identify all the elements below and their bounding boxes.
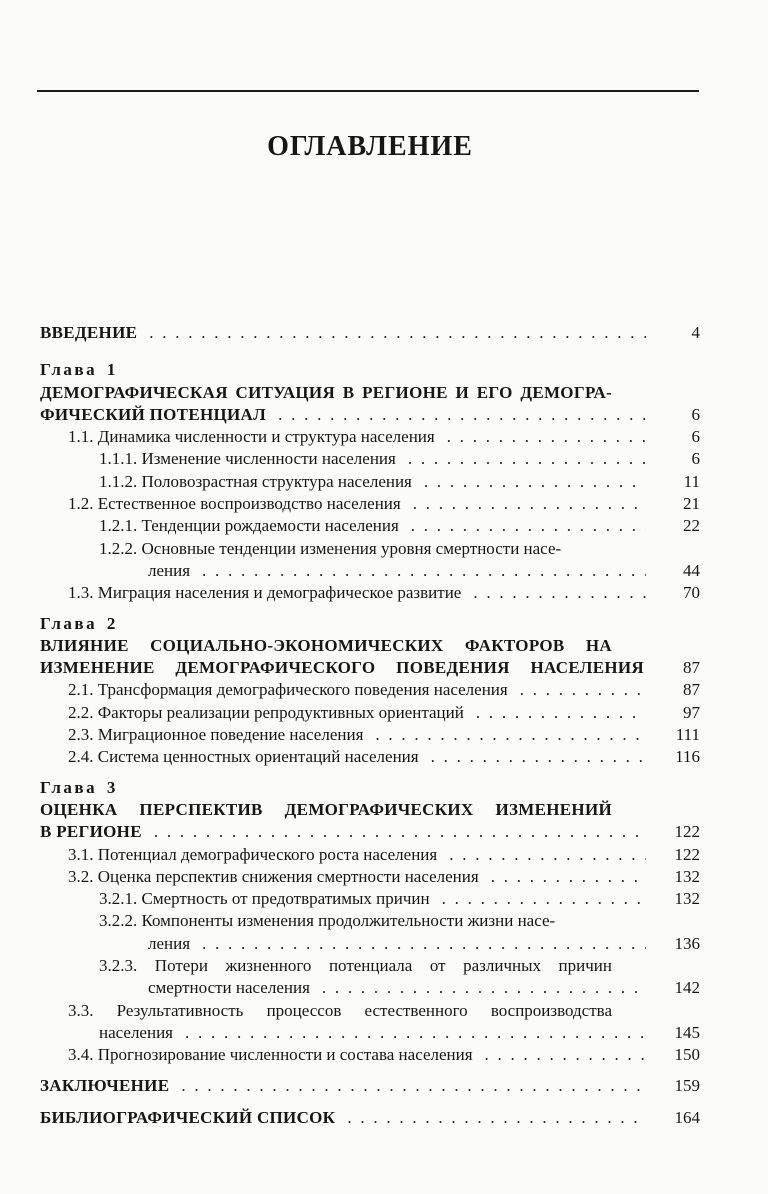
toc-entry-text: 1.1. Динамика численности и структура населения (68, 427, 435, 447)
dot-leader (413, 493, 646, 515)
page-number: 142 (674, 978, 700, 998)
page-number: 164 (674, 1107, 700, 1127)
toc-entry-text: населения (99, 1022, 173, 1042)
page-number: 159 (674, 1075, 700, 1095)
toc-entry-text: ВЛИЯНИЕ СОЦИАЛЬНО-ЭКОНОМИЧЕСКИХ ФАКТОРОВ НА (40, 635, 612, 655)
toc-entry (40, 1000, 700, 1022)
dot-leader (185, 1022, 646, 1044)
toc-entry (40, 538, 700, 560)
page-number: 122 (674, 844, 700, 864)
toc-entry-introduction (40, 322, 700, 344)
page-number: 111 (675, 725, 700, 745)
toc-entry (40, 844, 700, 866)
toc-entry-text: 1.3. Миграция населения и демографическое развитие (68, 583, 462, 603)
page-number: 44 (683, 560, 700, 580)
toc-chapter-label (40, 613, 700, 635)
page-number: 87 (683, 658, 700, 678)
dot-leader (411, 515, 646, 537)
dot-leader (491, 866, 646, 888)
toc-entry-text: 2.2. Факторы реализации репродуктивных ориентаций (68, 702, 464, 722)
toc-chapter-label (40, 359, 700, 381)
toc-entry (40, 746, 700, 768)
page-number: 132 (674, 866, 700, 886)
toc-entry-text: Глава 1 (40, 360, 118, 380)
toc-entry (40, 910, 700, 932)
toc-entry (40, 866, 700, 888)
toc-entry-text: 2.1. Трансформация демографического поведения населения (68, 680, 508, 700)
toc-entry (40, 888, 700, 910)
dot-leader (431, 746, 646, 768)
toc-chapter-title-line (40, 404, 700, 426)
toc-entry-text: 1.2.1. Тенденции рождаемости населения (99, 516, 399, 536)
dot-leader (181, 1075, 646, 1097)
dot-leader (202, 560, 646, 582)
toc-entry-text: 3.1. Потенциал демографического роста населения (68, 844, 438, 864)
toc-entry-text: смертности населения (148, 978, 310, 998)
toc-entry-bibliography (40, 1107, 700, 1129)
page-number: 6 (691, 449, 700, 469)
toc-entry-continuation (40, 560, 700, 582)
toc-entry-text: ления (148, 933, 191, 953)
toc-entry (40, 426, 700, 448)
toc-entry-continuation (40, 1022, 700, 1044)
toc-entry-text: ления (148, 560, 191, 580)
page-number: 132 (674, 889, 700, 909)
toc-entry-text: ЗАКЛЮЧЕНИЕ (40, 1075, 170, 1095)
toc-entry-text: 1.1.2. Половозрастная структура населения (99, 471, 412, 491)
dot-leader (442, 888, 646, 910)
page-title: ОГЛАВЛЕНИЕ (267, 131, 473, 162)
dot-leader (447, 426, 646, 448)
toc-entry (40, 724, 700, 746)
toc-entry-text: ФИЧЕСКИЙ ПОТЕНЦИАЛ (40, 404, 267, 424)
page-number: 87 (683, 680, 700, 700)
page-number: 122 (674, 822, 700, 842)
toc-entry-text: Глава 3 (40, 777, 118, 797)
dot-leader (408, 448, 646, 470)
dot-leader (278, 404, 646, 426)
toc-chapter-title-line (40, 799, 700, 821)
dot-leader (347, 1107, 646, 1129)
toc-entry-text: ИЗМЕНЕНИЕ ДЕМОГРАФИЧЕСКОГО ПОВЕДЕНИЯ НАСЕЛЕНИЯ (40, 658, 644, 678)
toc-entry-text: 3.2.1. Смертность от предотвратимых причин (99, 889, 430, 909)
page-number: 145 (674, 1022, 700, 1042)
toc-entry (40, 515, 700, 537)
toc-chapter-label (40, 777, 700, 799)
page-content (40, 0, 700, 1129)
dot-leader (485, 1044, 646, 1066)
toc-entry-text: ОЦЕНКА ПЕРСПЕКТИВ ДЕМОГРАФИЧЕСКИХ ИЗМЕНЕНИЙ (40, 799, 612, 819)
toc-entry-text: БИБЛИОГРАФИЧЕСКИЙ СПИСОК (40, 1107, 336, 1127)
toc-entry (40, 471, 700, 493)
page-number: 70 (683, 583, 700, 603)
toc-entry (40, 582, 700, 604)
dot-leader (322, 977, 646, 999)
toc-entry-continuation (40, 977, 700, 999)
dot-leader (476, 702, 646, 724)
page-number: 136 (674, 933, 700, 953)
page-number: 150 (674, 1045, 700, 1065)
toc-entry-text: 1.2.2. Основные тенденции изменения уровня смертности насе- (99, 538, 562, 558)
toc-entry (40, 702, 700, 724)
page-number: 6 (691, 427, 700, 447)
page-number: 116 (675, 747, 700, 767)
page-number: 6 (691, 404, 700, 424)
toc-entry-text: 3.3. Результативность процессов естественного воспроизводства (68, 1000, 612, 1020)
toc-entry-conclusion (40, 1075, 700, 1097)
page-number: 21 (683, 494, 700, 514)
page-number: 11 (683, 471, 700, 491)
toc-entry-text: 2.3. Миграционное поведение населения (68, 725, 364, 745)
page-number: 97 (683, 702, 700, 722)
toc-entry-text: ВВЕДЕНИЕ (40, 323, 138, 342)
page-number: 22 (683, 516, 700, 536)
dot-leader (149, 322, 646, 344)
toc-entry (40, 493, 700, 515)
toc-entry (40, 448, 700, 470)
toc-chapter-title-line (40, 657, 700, 679)
dot-leader (449, 844, 646, 866)
toc-entry-continuation (40, 933, 700, 955)
dot-leader (520, 679, 646, 701)
toc-entry-text: 2.4. Система ценностных ориентаций населения (68, 747, 419, 767)
toc-chapter-title-line (40, 821, 700, 843)
toc-entry-text: 3.4. Прогнозирование численности и состава населения (68, 1045, 473, 1065)
toc-chapter-title-line (40, 635, 700, 657)
toc-entry-text: 3.2. Оценка перспектив снижения смертности населения (68, 866, 479, 886)
toc-entry (40, 1044, 700, 1066)
toc-list (40, 322, 700, 1129)
toc-entry (40, 679, 700, 701)
toc-entry-text: 3.2.2. Компоненты изменения продолжительности жизни насе- (99, 911, 556, 931)
dot-leader (473, 582, 646, 604)
toc-chapter-title-line (40, 382, 700, 404)
toc-entry-text: ДЕМОГРАФИЧЕСКАЯ СИТУАЦИЯ В РЕГИОНЕ И ЕГО ДЕМОГРА- (40, 382, 612, 402)
dot-leader (202, 933, 646, 955)
dot-leader (375, 724, 646, 746)
dot-leader (424, 471, 646, 493)
toc-entry-text: В РЕГИОНЕ (40, 822, 142, 842)
dot-leader (154, 821, 646, 843)
toc-entry (40, 955, 700, 977)
toc-entry-text: 3.2.3. Потери жизненного потенциала от различных причин (99, 956, 612, 976)
toc-entry-text: 1.1.1. Изменение численности населения (99, 449, 396, 469)
page-number: 4 (691, 323, 700, 342)
toc-entry-text: 1.2. Естественное воспроизводство населения (68, 494, 401, 514)
toc-entry-text: Глава 2 (40, 613, 118, 633)
